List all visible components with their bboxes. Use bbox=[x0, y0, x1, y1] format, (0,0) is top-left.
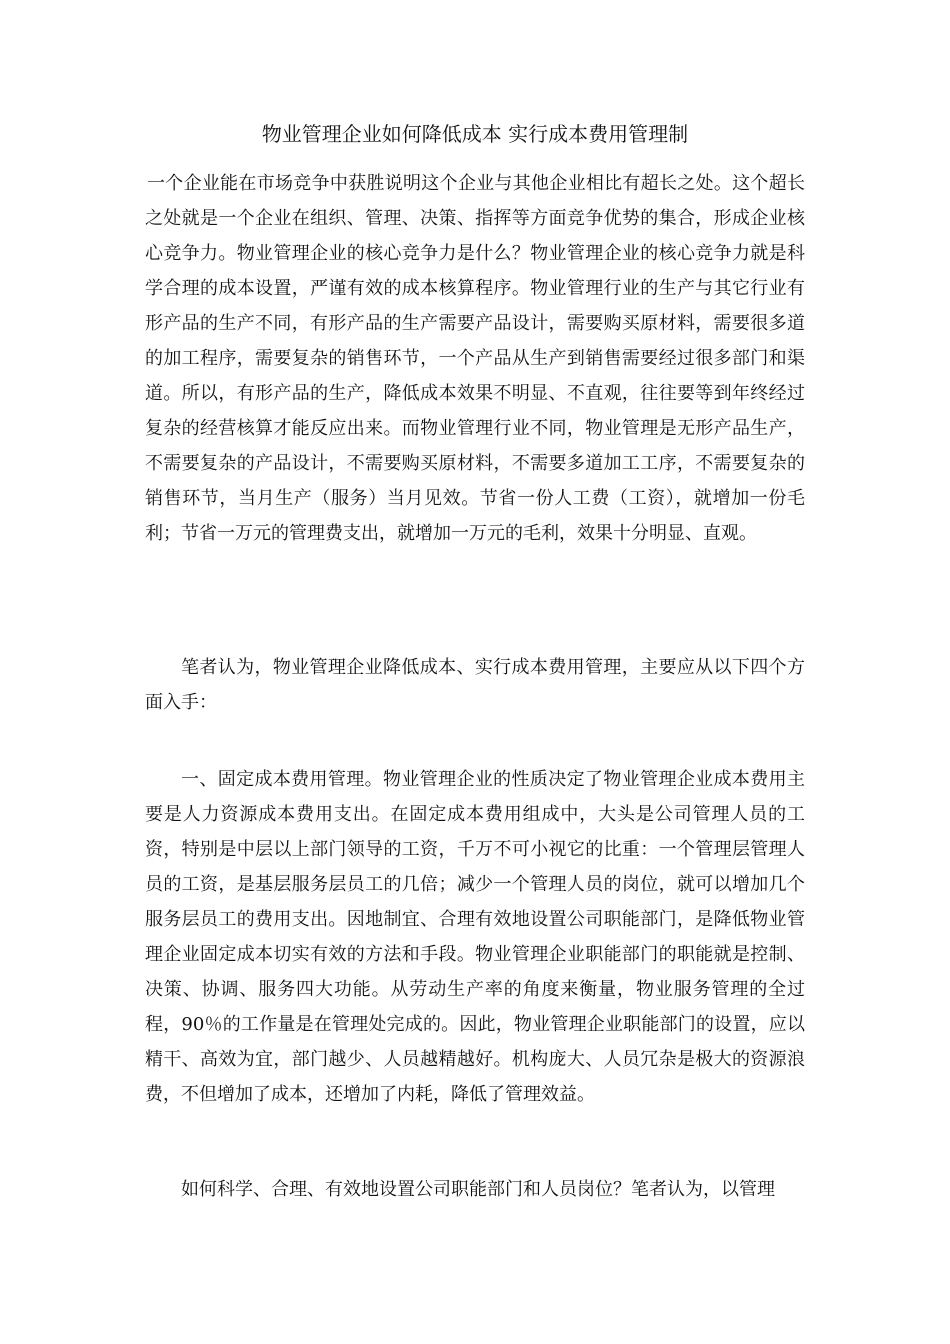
paragraph-fixed-cost: 一、固定成本费用管理。物业管理企业的性质决定了物业管理企业成本费用主要是人力资源成本费用支出。在固定成本费用组成中，大头是公司管理人员的工资，特别是中层以上部门领导的工资，千万不可小视它的比重：一个管理层管理人员的工资，是基层服务层员工的几倍；减少一个管理人员的岗位，就可以增加几个服务层员工的费用支出。因地制宜、合理有效地设置公司职能部门，是降低物业管理企业固定成本切实有效的方法和手段。物业管理企业职能部门的职能就是控制、决策、协调、服务四大功能。从劳动生产率的角度来衡量，物业服务管理的全过程，90％的工作量是在管理处完成的。因此，物业管理企业职能部门的设置，应以精干、高效为宜，部门越少、人员越精越好。机构庞大、人员冗杂是极大的资源浪费，不但增加了成本，还增加了内耗，降低了管理效益。 bbox=[145, 769, 805, 1105]
paragraph-four-aspects: 笔者认为，物业管理企业降低成本、实行成本费用管理，主要应从以下四个方面入手： bbox=[145, 657, 805, 713]
paragraph-department-setup: 如何科学、合理、有效地设置公司职能部门和人员岗位？笔者认为，以管理 bbox=[181, 1179, 775, 1200]
document-title: 物业管理企业如何降低成本 实行成本费用管理制 bbox=[261, 122, 689, 146]
paragraph-intro: 一个企业能在市场竞争中获胜说明这个企业与其他企业相比有超长之处。这个超长之处就是一个企业在组织、管理、决策、指挥等方面竞争优势的集合，形成企业核心竞争力。物业管理企业的核心竞争力是什么？物业管理企业的核心竞争力就是科学合理的成本设置，严谨有效的成本核算程序。物业管理行业的生产与其它行业有形产品的生产不同，有形产品的生产需要产品设计，需要购买原材料，需要很多道的加工程序，需要复杂的销售环节，一个产品从生产到销售需要经过很多部门和渠道。所以，有形产品的生产，降低成本效果不明显、不直观，往往要等到年终经过复杂的经营核算才能反应出来。而物业管理行业不同，物业管理是无形产品生产，不需要复杂的产品设计，不需要购买原材料，不需要多道加工工序，不需要复杂的销售环节，当月生产（服务）当月见效。节省一份人工费（工资），就增加一份毛利；节省一万元的管理费支出，就增加一万元的毛利，效果十分明显、直观。 bbox=[145, 173, 805, 544]
